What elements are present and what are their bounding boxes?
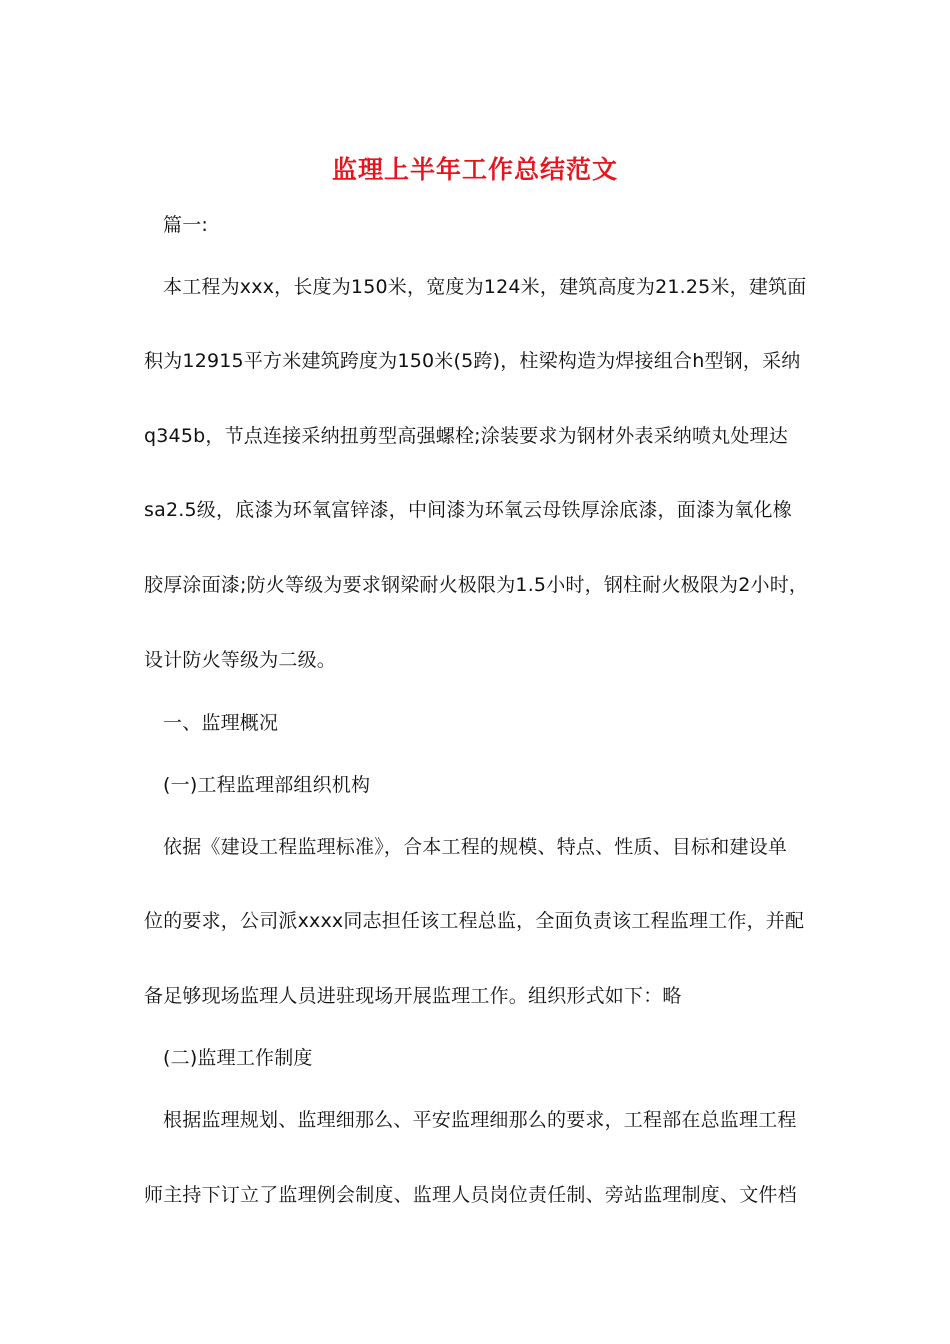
- body-text-line: 根据监理规划、监理细那么、平安监理细那么的要求，工程部在总监理工程: [163, 1109, 797, 1131]
- section-heading: 一、监理概况: [163, 712, 279, 734]
- subsection-heading: (一)工程监理部组织机构: [163, 774, 371, 796]
- body-text-line: sa2.5级，底漆为环氧富锌漆，中间漆为环氧云母铁厚涂底漆，面漆为氧化橡: [144, 499, 792, 521]
- body-text-line: 位的要求，公司派xxxx同志担任该工程总监，全面负责该工程监理工作，并配: [144, 910, 805, 932]
- body-text-line: 设计防火等级为二级。: [144, 649, 337, 671]
- body-text-line: 本工程为xxx，长度为150米，宽度为124米，建筑高度为21.25米，建筑面: [163, 276, 807, 298]
- body-text-line: 备足够现场监理人员进驻现场开展监理工作。组织形式如下：略: [144, 985, 682, 1007]
- document-title: 监理上半年工作总结范文: [331, 155, 618, 184]
- body-text-line: 师主持下订立了监理例会制度、监理人员岗位责任制、旁站监理制度、文件档: [144, 1184, 797, 1206]
- body-text-line: q345b，节点连接采纳扭剪型高强螺栓;涂装要求为钢材外表采纳喷丸处理达: [144, 425, 788, 447]
- section-label-part-one: 篇一:: [163, 214, 209, 236]
- body-text-line: 积为12915平方米建筑跨度为150米(5跨)，柱梁构造为焊接组合h型钢，采纳: [144, 350, 801, 372]
- subsection-heading: (二)监理工作制度: [163, 1047, 313, 1069]
- body-text-line: 依据《建设工程监理标准》，合本工程的规模、特点、性质、目标和建设单: [163, 836, 788, 858]
- body-text-line: 胶厚涂面漆;防火等级为要求钢梁耐火极限为1.5小时，钢柱耐火极限为2小时，: [144, 574, 809, 596]
